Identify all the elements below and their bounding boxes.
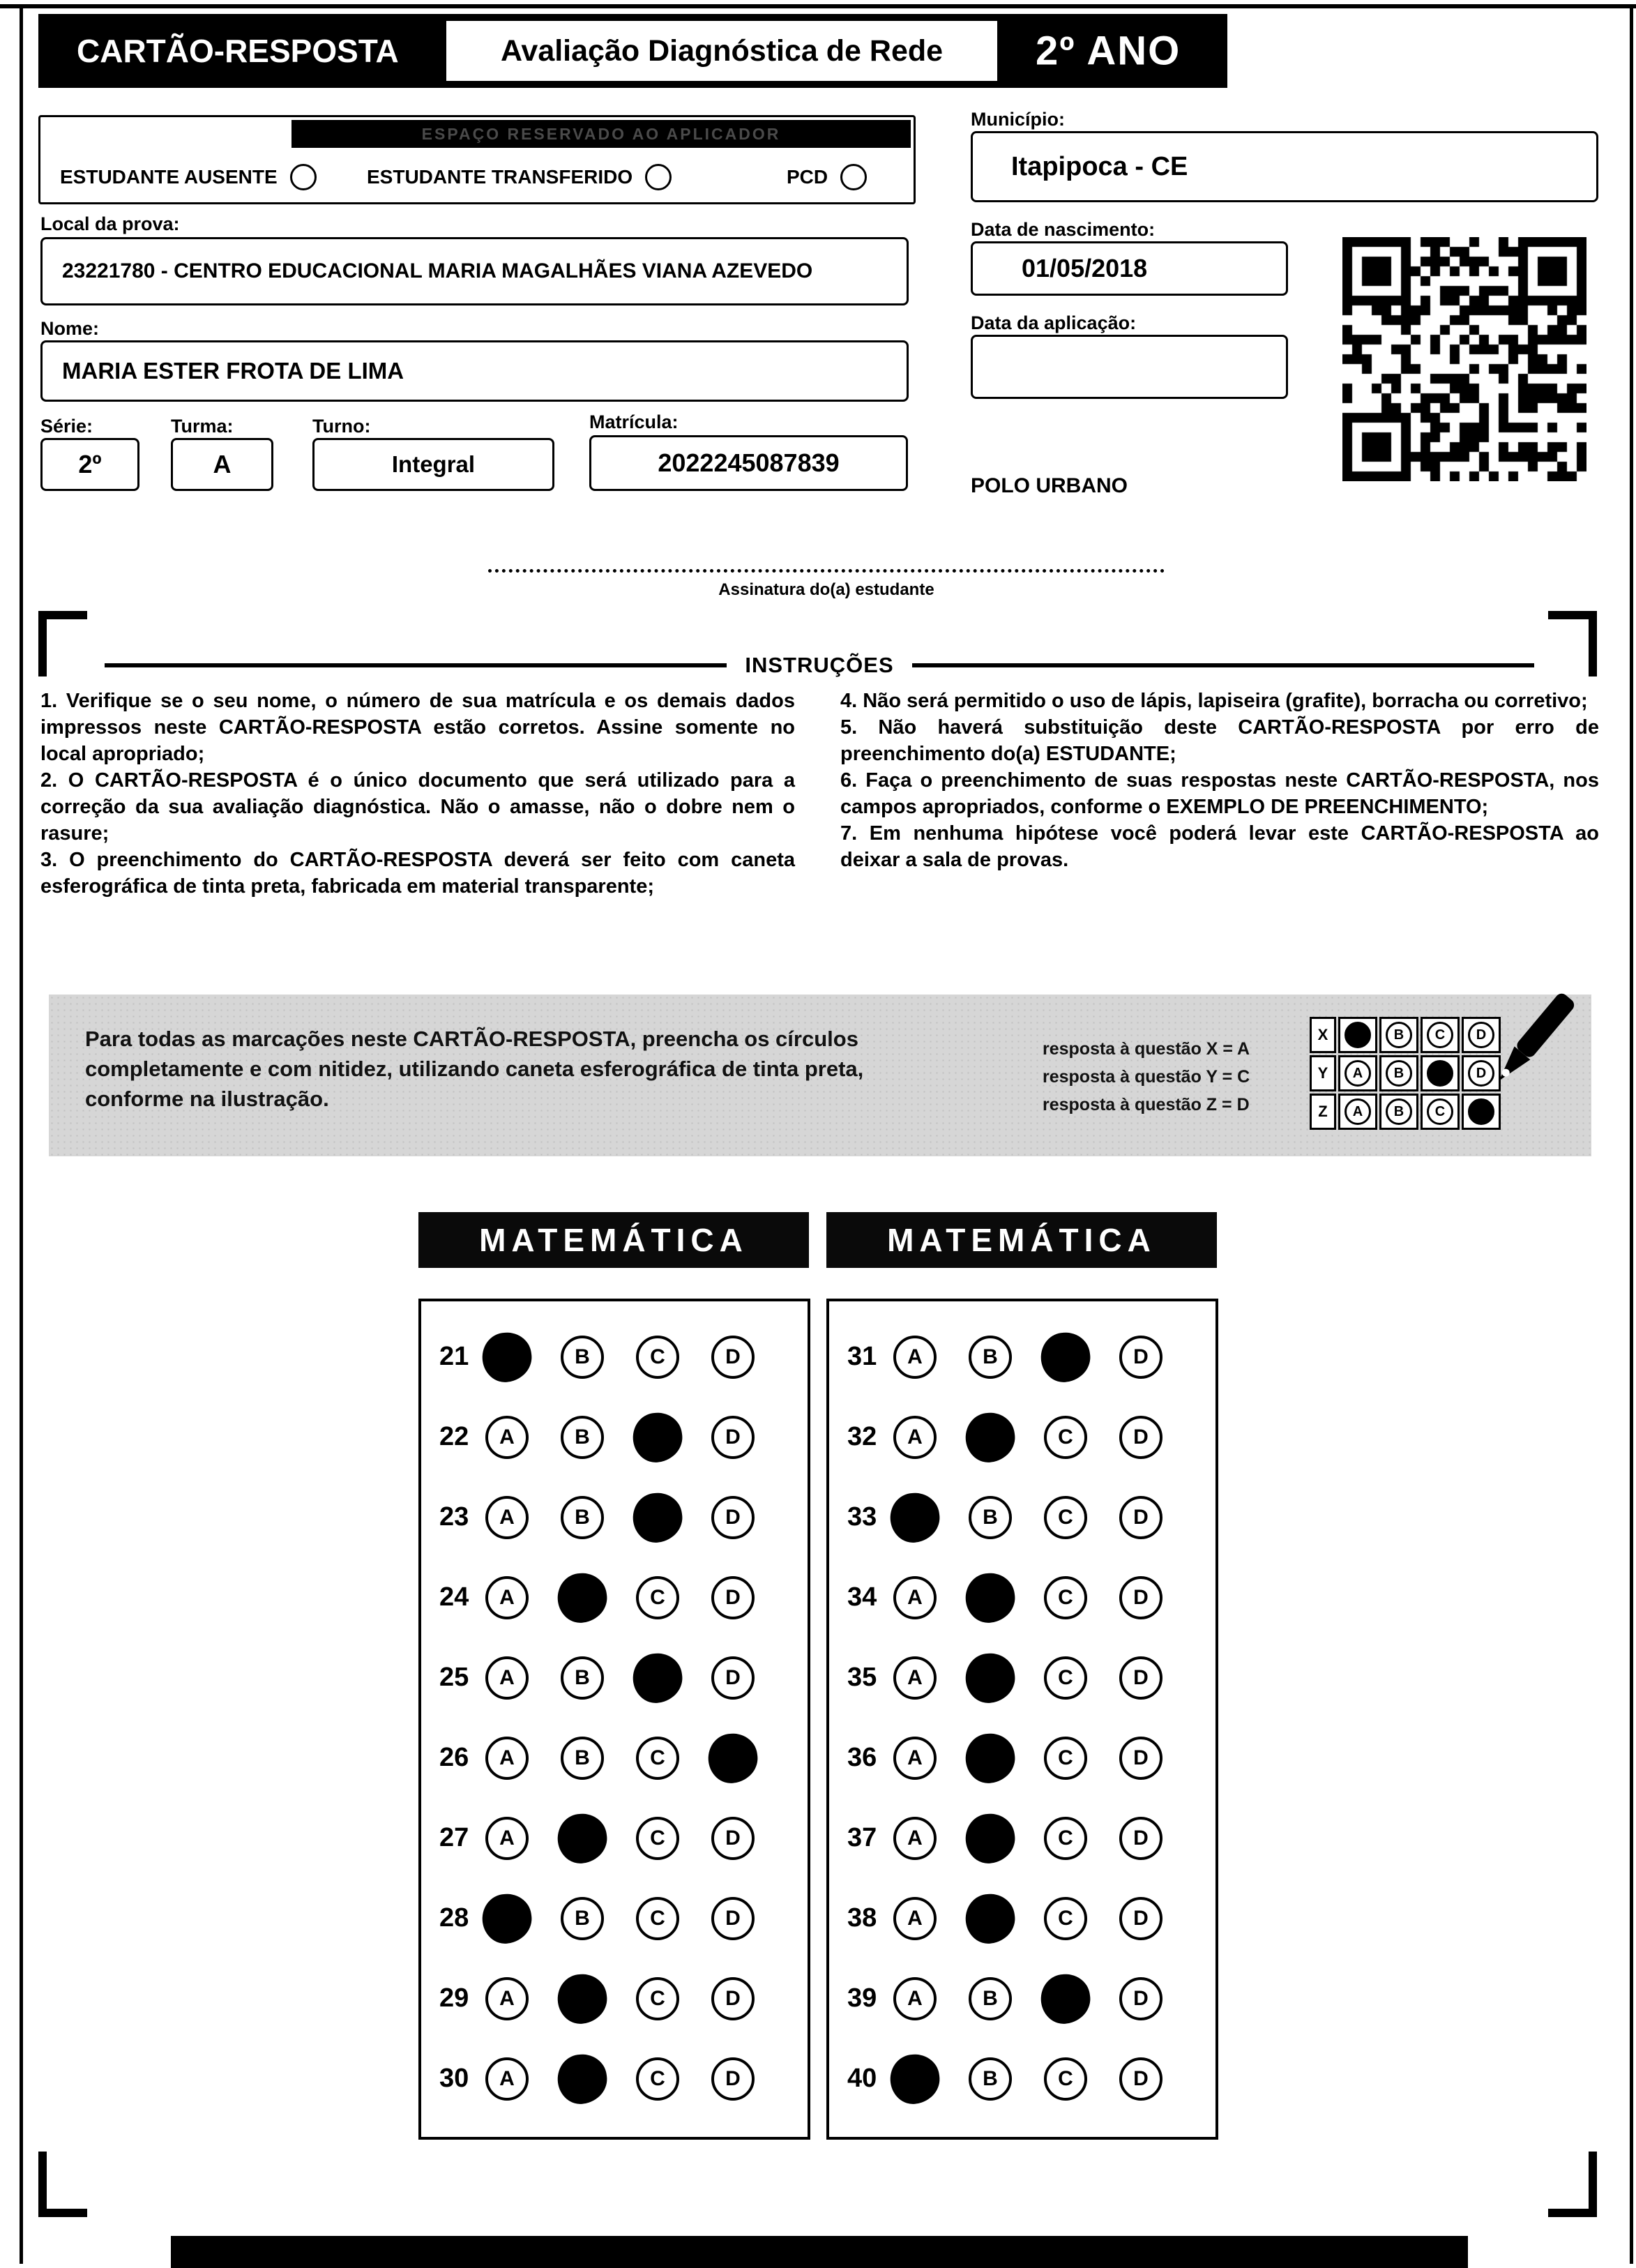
local-da-prova-value: 23221780 - CENTRO EDUCACIONAL MARIA MAGALHÃES VIANA AZEVEDO [62, 259, 813, 282]
question-row [421, 1477, 808, 1557]
answer-bubble[interactable]: D [711, 1977, 755, 2020]
page-border-top [0, 4, 1636, 8]
municipio-value: Itapipoca - CE [1011, 151, 1188, 181]
instruction-item: 7. Em nenhuma hipótese você poderá levar este CARTÃO-RESPOSTA ao deixar a sala de provas. [840, 822, 1599, 871]
example-legend-line: resposta à questão X = A [1043, 1039, 1250, 1059]
question-number: 32 [847, 1422, 877, 1451]
registration-mark-bottom-left [38, 2152, 87, 2217]
question-number: 35 [847, 1663, 877, 1692]
status-option-label: ESTUDANTE AUSENTE [60, 166, 278, 188]
instruction-item: 6. Faça o preenchimento de suas respostas neste CARTÃO-RESPOSTA, nos campos apropriados, conforme o EXEMPLO DE PREENCHIMENTO; [840, 769, 1599, 818]
pen-illustration [1464, 981, 1593, 1110]
instruction-item: 1. Verifique se o seu nome, o número de sua matrícula e os demais dados impressos neste CARTÃO-RESPOSTA estão corretos. Assine somente no local apropriado; [40, 690, 795, 765]
serie-field [40, 438, 139, 491]
question-number: 34 [847, 1582, 877, 1612]
status-option-bubble[interactable] [840, 164, 867, 190]
instructions-heading [105, 653, 1534, 678]
question-number: 33 [847, 1502, 877, 1532]
example-bubble: D [1468, 1022, 1494, 1048]
instruction-item: 3. O preenchimento do CARTÃO-RESPOSTA deverá ser feito com caneta esferográfica de tinta preta, fabricada em material transparente; [40, 849, 795, 898]
answer-bubble[interactable] [479, 1329, 535, 1385]
answer-bubble[interactable]: B [561, 1336, 604, 1379]
data-nascimento-label: Data de nascimento: [971, 219, 1156, 240]
answer-bubble[interactable]: C [1044, 2057, 1087, 2101]
answer-grid-31-40 [826, 1299, 1218, 2140]
nome-label: Nome: [40, 318, 100, 339]
question-number: 30 [439, 2064, 469, 2093]
answer-bubble[interactable] [962, 1409, 1018, 1465]
page-border-left [20, 4, 23, 2264]
answer-bubble[interactable] [554, 1971, 610, 2027]
answer-bubble[interactable]: D [711, 1817, 755, 1860]
question-number: 40 [847, 2064, 877, 2093]
answer-bubble[interactable] [962, 1650, 1018, 1706]
matricula-value: 2022245087839 [658, 448, 840, 477]
polo-label: POLO URBANO [971, 474, 1128, 497]
bottom-timing-bar [171, 2236, 1468, 2268]
question-row [829, 1557, 1215, 1638]
example-bubble: A [1345, 1098, 1371, 1125]
answer-bubble[interactable]: B [969, 1336, 1012, 1379]
answer-bubble[interactable]: C [636, 1576, 679, 1619]
question-number: 27 [439, 1823, 469, 1852]
answer-bubble[interactable]: D [1119, 1897, 1162, 1940]
example-row-label: X [1310, 1017, 1336, 1053]
example-bubble: B [1386, 1022, 1412, 1048]
turno-field [312, 438, 554, 491]
answer-bubble[interactable] [554, 1810, 610, 1866]
answer-bubble[interactable] [630, 1490, 686, 1545]
example-row-label: Z [1310, 1094, 1336, 1130]
question-number: 39 [847, 1983, 877, 2013]
answer-bubble[interactable]: A [893, 1416, 937, 1459]
answer-bubble[interactable] [554, 1570, 610, 1626]
turno-label: Turno: [312, 416, 371, 437]
answer-bubble[interactable]: D [1119, 1416, 1162, 1459]
status-option [367, 160, 672, 194]
answer-bubble[interactable]: C [1044, 1576, 1087, 1619]
answer-bubble[interactable] [887, 1490, 943, 1545]
answer-bubble[interactable]: D [1119, 1817, 1162, 1860]
question-row [421, 1557, 808, 1638]
instructions-column-right [840, 688, 1599, 873]
question-number: 38 [847, 1903, 877, 1933]
example-bubble-cell [1338, 1017, 1377, 1053]
example-bubble-cell [1421, 1094, 1460, 1130]
answer-grid-21-30 [418, 1299, 810, 2140]
question-number: 25 [439, 1663, 469, 1692]
example-bubble [1427, 1060, 1453, 1087]
answer-bubble[interactable]: A [893, 1336, 937, 1379]
answer-bubble[interactable]: D [711, 1656, 755, 1700]
example-bubble-cell [1338, 1094, 1377, 1130]
question-row [829, 1798, 1215, 1878]
applicator-section [38, 115, 916, 204]
fill-example-band [49, 995, 1591, 1156]
example-bubble-cell [1421, 1055, 1460, 1091]
question-number: 21 [439, 1342, 469, 1371]
page-border-right [1630, 4, 1633, 2264]
matricula-field [589, 435, 908, 491]
answer-bubble[interactable]: C [636, 1977, 679, 2020]
answer-bubble[interactable]: A [485, 1576, 529, 1619]
turma-label: Turma: [171, 416, 234, 437]
answer-bubble[interactable] [1038, 1971, 1093, 2027]
answer-bubble[interactable] [962, 1730, 1018, 1786]
question-row [829, 1477, 1215, 1557]
example-legend-line: resposta à questão Z = D [1043, 1095, 1250, 1114]
answer-bubble[interactable] [962, 1891, 1018, 1946]
serie-value: 2º [78, 450, 102, 478]
question-number: 29 [439, 1983, 469, 2013]
header-bar [38, 14, 1227, 88]
question-number: 31 [847, 1342, 877, 1371]
grade-year-label: 2º ANO [1036, 28, 1181, 74]
example-bubble-cell [1379, 1094, 1418, 1130]
instruction-item: 4. Não será permitido o uso de lápis, lapiseira (grafite), borracha ou corretivo; [840, 690, 1588, 712]
example-bubble: B [1386, 1060, 1412, 1087]
answer-bubble[interactable]: C [636, 1336, 679, 1379]
answer-bubble[interactable]: D [711, 1897, 755, 1940]
answer-bubble[interactable]: D [1119, 1977, 1162, 2020]
registration-mark-top-right [1548, 611, 1597, 676]
question-row [829, 1317, 1215, 1397]
answer-bubble[interactable]: C [1044, 1817, 1087, 1860]
question-row [421, 2039, 808, 2119]
answer-bubble[interactable]: D [1119, 1496, 1162, 1539]
answer-bubble[interactable] [887, 2051, 943, 2107]
turma-value: A [213, 450, 232, 478]
local-da-prova-label: Local da prova: [40, 213, 180, 234]
signature-label: Assinatura do(a) estudante [718, 580, 934, 599]
example-bubble: A [1345, 1060, 1371, 1087]
question-number: 36 [847, 1743, 877, 1772]
local-da-prova-field [40, 237, 909, 305]
answer-bubble[interactable] [962, 1570, 1018, 1626]
question-number: 24 [439, 1582, 469, 1612]
registration-mark-top-left [38, 611, 87, 676]
turma-field [171, 438, 273, 491]
status-checkbox-row [60, 160, 908, 194]
answer-bubble[interactable]: D [1119, 1336, 1162, 1379]
answer-bubble[interactable]: A [485, 1817, 529, 1860]
serie-label: Série: [40, 416, 93, 437]
data-nascimento-value: 01/05/2018 [1022, 254, 1148, 282]
example-bubble-cell [1338, 1055, 1377, 1091]
answer-bubble[interactable]: C [1044, 1897, 1087, 1940]
municipio-field [971, 131, 1598, 202]
answer-bubble[interactable] [705, 1730, 761, 1786]
example-bubble-cell [1421, 1017, 1460, 1053]
answer-bubble[interactable]: B [561, 1496, 604, 1539]
turno-value: Integral [391, 451, 476, 477]
answer-bubble[interactable]: B [969, 1496, 1012, 1539]
question-row [829, 1878, 1215, 1958]
heading-rule-right [912, 663, 1534, 667]
question-row [421, 1958, 808, 2039]
answer-bubble[interactable]: A [485, 1656, 529, 1700]
answer-bubble[interactable]: B [969, 1977, 1012, 2020]
signature-line[interactable] [488, 569, 1165, 573]
answer-bubble[interactable]: A [485, 1416, 529, 1459]
answer-bubble[interactable]: A [893, 1737, 937, 1780]
answer-bubble[interactable] [630, 1650, 686, 1706]
answer-bubble[interactable]: D [711, 2057, 755, 2101]
answer-bubble[interactable]: A [485, 2057, 529, 2101]
question-row [421, 1718, 808, 1798]
example-row-label: Y [1310, 1055, 1336, 1091]
question-row [421, 1798, 808, 1878]
data-nascimento-field [971, 241, 1288, 296]
answer-bubble[interactable]: C [1044, 1416, 1087, 1459]
question-number: 23 [439, 1502, 469, 1532]
answer-bubble[interactable]: C [1044, 1496, 1087, 1539]
question-row [829, 1958, 1215, 2039]
answer-bubble[interactable] [630, 1409, 686, 1465]
nome-value: MARIA ESTER FROTA DE LIMA [62, 358, 404, 384]
data-aplicacao-field[interactable] [971, 335, 1288, 399]
fill-example-text: Para todas as marcações neste CARTÃO-RESPOSTA, preencha os círculos completamente e com nitidez, utilizando caneta esferográfica de tinta preta, conforme na ilustração. [85, 1027, 864, 1111]
status-option [60, 160, 317, 194]
status-option [787, 160, 867, 194]
assessment-name: Avaliação Diagnóstica de Rede [500, 33, 944, 68]
example-legend-line: resposta à questão Y = C [1043, 1067, 1250, 1087]
instruction-item: 2. O CARTÃO-RESPOSTA é o único documento que será utilizado para a correção da sua avaliação diagnóstica. Não o amasse, não o dobre nem o rasure; [40, 769, 795, 845]
example-bubble-cell [1379, 1055, 1418, 1091]
status-option-label: PCD [787, 166, 828, 188]
question-number: 26 [439, 1743, 469, 1772]
status-option-bubble[interactable] [290, 164, 317, 190]
answer-bubble[interactable]: A [485, 1496, 529, 1539]
answer-bubble[interactable]: D [1119, 1656, 1162, 1700]
question-number: 28 [439, 1903, 469, 1933]
answer-bubble[interactable]: D [711, 1496, 755, 1539]
section-title-matematica-2: MATEMÁTICA [826, 1212, 1217, 1268]
qr-code [1342, 237, 1586, 481]
applicator-band [291, 120, 911, 148]
answer-bubble[interactable]: C [636, 1897, 679, 1940]
matricula-label: Matrícula: [589, 411, 679, 432]
answer-bubble[interactable]: D [711, 1416, 755, 1459]
answer-bubble[interactable]: B [561, 1656, 604, 1700]
answer-bubble[interactable] [479, 1891, 535, 1946]
answer-bubble[interactable] [962, 1810, 1018, 1866]
instructions-title: INSTRUÇÕES [745, 653, 894, 677]
answer-bubble[interactable]: D [711, 1336, 755, 1379]
question-row [829, 1397, 1215, 1477]
example-bubble: C [1427, 1022, 1453, 1048]
answer-bubble[interactable]: A [893, 1897, 937, 1940]
answer-bubble[interactable]: C [1044, 1737, 1087, 1780]
answer-bubble[interactable]: B [969, 2057, 1012, 2101]
question-row [421, 1317, 808, 1397]
example-bubble: C [1427, 1098, 1453, 1125]
answer-bubble[interactable]: B [561, 1416, 604, 1459]
data-aplicacao-label: Data da aplicação: [971, 312, 1137, 333]
question-row [421, 1397, 808, 1477]
example-bubble [1345, 1022, 1371, 1048]
question-row [829, 2039, 1215, 2119]
question-row [421, 1638, 808, 1718]
status-option-bubble[interactable] [645, 164, 672, 190]
answer-bubble[interactable] [1038, 1329, 1093, 1385]
question-number: 22 [439, 1422, 469, 1451]
question-row [421, 1878, 808, 1958]
answer-bubble[interactable]: C [636, 2057, 679, 2101]
answer-bubble[interactable]: A [485, 1737, 529, 1780]
question-row [829, 1718, 1215, 1798]
registration-mark-bottom-right [1548, 2152, 1597, 2217]
answer-bubble[interactable]: C [1044, 1656, 1087, 1700]
answer-bubble[interactable]: A [485, 1977, 529, 2020]
answer-bubble[interactable]: A [893, 1977, 937, 2020]
example-bubble: D [1468, 1060, 1494, 1087]
question-number: 37 [847, 1823, 877, 1852]
instructions-column-left [40, 688, 795, 900]
assessment-name-box [446, 21, 997, 81]
answer-bubble[interactable]: B [561, 1897, 604, 1940]
answer-bubble[interactable]: B [561, 1737, 604, 1780]
answer-bubble[interactable]: A [893, 1656, 937, 1700]
status-option-label: ESTUDANTE TRANSFERIDO [367, 166, 633, 188]
answer-bubble[interactable]: A [893, 1817, 937, 1860]
answer-bubble[interactable]: C [636, 1737, 679, 1780]
example-bubble: B [1386, 1098, 1412, 1125]
municipio-label: Município: [971, 109, 1065, 130]
section-title-matematica-1: MATEMÁTICA [418, 1212, 809, 1268]
answer-bubble[interactable]: D [1119, 1737, 1162, 1780]
example-bubble-cell [1379, 1017, 1418, 1053]
answer-bubble[interactable]: D [1119, 1576, 1162, 1619]
answer-bubble[interactable]: C [636, 1817, 679, 1860]
answer-bubble[interactable]: D [1119, 2057, 1162, 2101]
fill-example-legend [1043, 1035, 1250, 1119]
form-title: CARTÃO-RESPOSTA [77, 33, 399, 69]
nome-field [40, 340, 909, 402]
instruction-item: 5. Não haverá substituição deste CARTÃO-RESPOSTA por erro de preenchimento do(a) ESTUDANTE; [840, 716, 1599, 765]
applicator-band-label: ESPAÇO RESERVADO AO APLICADOR [421, 124, 781, 143]
answer-bubble[interactable]: A [893, 1576, 937, 1619]
answer-bubble[interactable]: D [711, 1576, 755, 1619]
heading-rule-left [105, 663, 727, 667]
question-row [829, 1638, 1215, 1718]
answer-bubble[interactable] [554, 2051, 610, 2107]
